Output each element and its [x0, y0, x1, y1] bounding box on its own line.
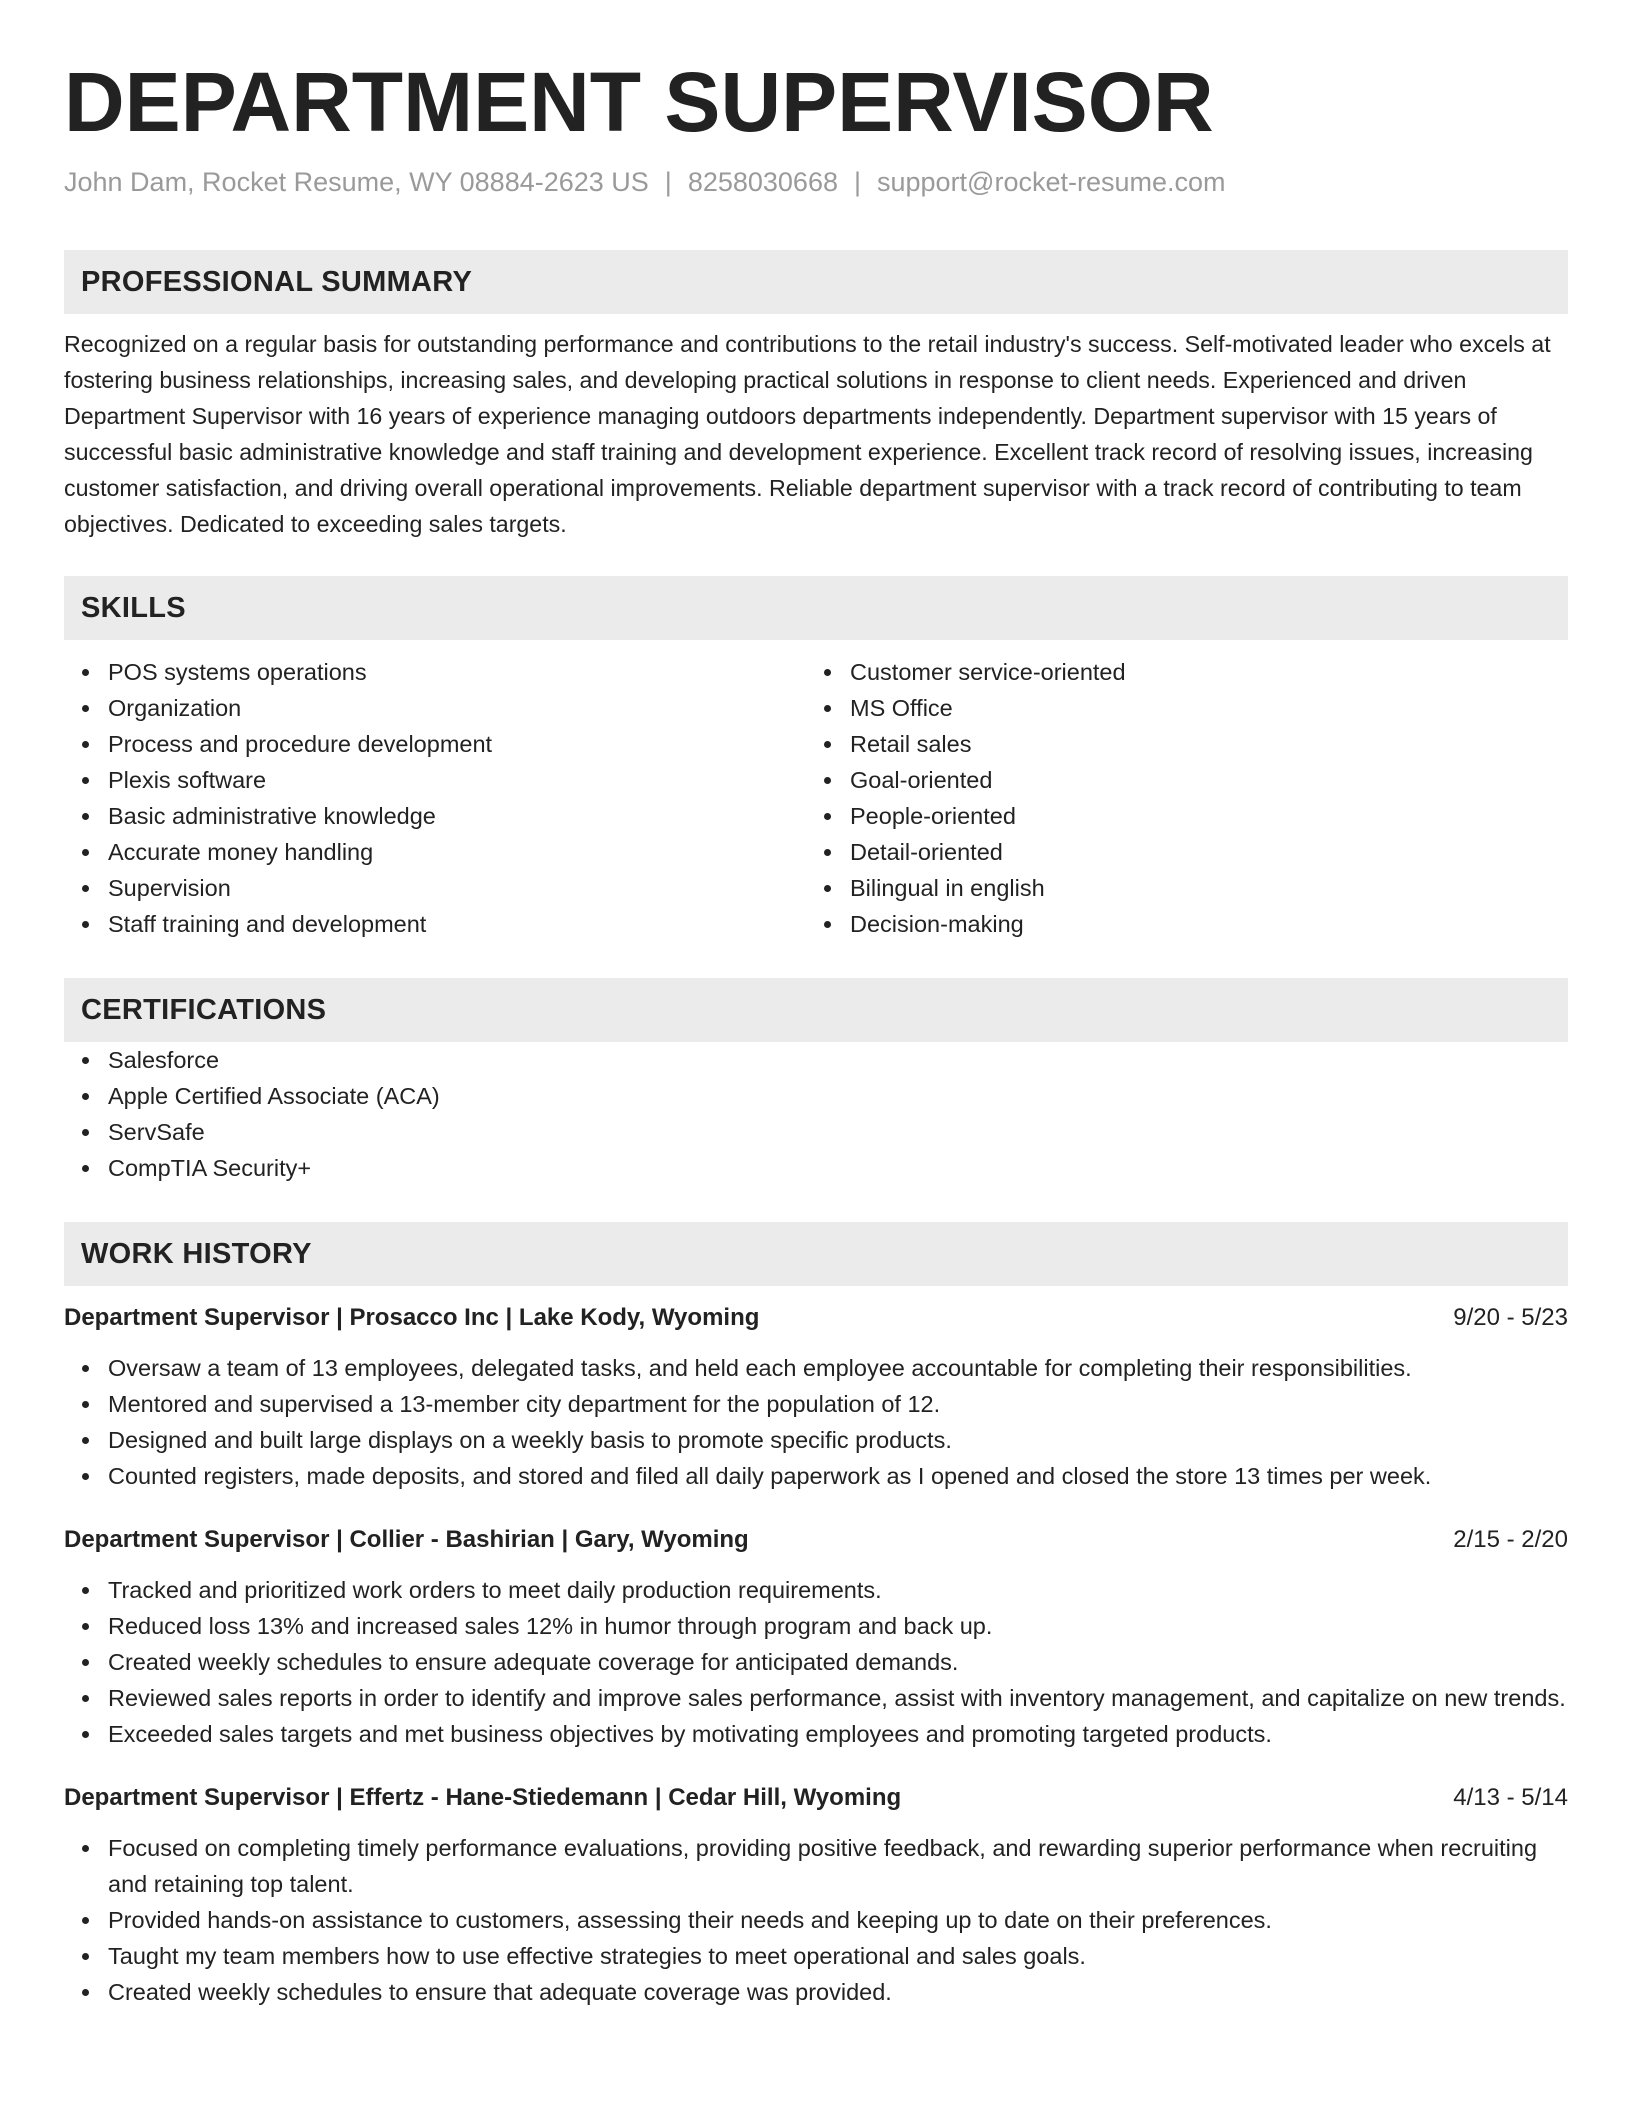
job-bullets [64, 1350, 1568, 1494]
skill-item: Decision-making [806, 906, 1548, 942]
job-bullet: Exceeded sales targets and met business objectives by motivating employees and promoting targeted products. [64, 1716, 1568, 1752]
job-bullet: Reduced loss 13% and increased sales 12% in humor through program and back up. [64, 1608, 1568, 1644]
skills-grid [64, 654, 1568, 942]
skills-column-left [64, 654, 806, 942]
job-header [64, 1522, 1568, 1558]
skill-item: Accurate money handling [64, 834, 806, 870]
contact-phone: 8258030668 [687, 167, 838, 197]
contact-email: support@rocket-resume.com [877, 167, 1226, 197]
skill-item: Bilingual in english [806, 870, 1548, 906]
skill-item: People-oriented [806, 798, 1548, 834]
job-bullet: Tracked and prioritized work orders to meet daily production requirements. [64, 1572, 1568, 1608]
skill-item: Supervision [64, 870, 806, 906]
job-bullets [64, 1572, 1568, 1752]
certifications-list [64, 1042, 1568, 1186]
skill-item: MS Office [806, 690, 1548, 726]
job-header [64, 1780, 1568, 1816]
skill-item: Customer service-oriented [806, 654, 1548, 690]
skill-item: Basic administrative knowledge [64, 798, 806, 834]
job-title: Department Supervisor | Prosacco Inc | Lake Kody, Wyoming [64, 1304, 760, 1331]
job-bullet: Oversaw a team of 13 employees, delegated tasks, and held each employee accountable for completing their responsibilities. [64, 1350, 1568, 1386]
section-header-work-history: WORK HISTORY [64, 1222, 1568, 1286]
skill-item: Process and procedure development [64, 726, 806, 762]
job-bullet: Created weekly schedules to ensure that adequate coverage was provided. [64, 1974, 1568, 2010]
job-header [64, 1300, 1568, 1336]
job-title: Department Supervisor | Collier - Bashirian | Gary, Wyoming [64, 1526, 749, 1553]
job-bullets [64, 1830, 1568, 2010]
certification-item: Apple Certified Associate (ACA) [64, 1078, 1568, 1114]
contact-separator: | [853, 167, 861, 197]
skill-item: Retail sales [806, 726, 1548, 762]
job-bullet: Focused on completing timely performance evaluations, providing positive feedback, and rewarding superior performance when recruiting and retaining top talent. [64, 1830, 1568, 1902]
certification-item: CompTIA Security+ [64, 1150, 1568, 1186]
job-bullet: Provided hands-on assistance to customers, assessing their needs and keeping up to date on their preferences. [64, 1902, 1568, 1938]
job-entry [64, 1780, 1568, 2010]
contact-address: John Dam, Rocket Resume, WY 08884-2623 US [64, 167, 649, 197]
job-dates: 4/13 - 5/14 [1453, 1784, 1568, 1811]
summary-text: Recognized on a regular basis for outstanding performance and contributions to the retail industry's success. Self-motivated leader who excels at fostering business relationships, increasing sales, and developing practical solutions in response to client needs. Experienced and driven Department Supervisor with 16 years of experience managing outdoors departments independently. Department supervisor with 15 years of successful basic administrative knowledge and staff training and development experience. Excellent track record of resolving issues, increasing customer satisfaction, and driving overall operational improvements. Reliable department supervisor with a track record of contributing to team objectives. Dedicated to exceeding sales targets. [64, 331, 1551, 537]
job-dates: 9/20 - 5/23 [1453, 1304, 1568, 1331]
job-bullet: Reviewed sales reports in order to identify and improve sales performance, assist with inventory management, and capitalize on new trends. [64, 1680, 1568, 1716]
job-dates: 2/15 - 2/20 [1453, 1526, 1568, 1553]
section-header-certifications: CERTIFICATIONS [64, 978, 1568, 1042]
job-title: Department Supervisor | Effertz - Hane-Stiedemann | Cedar Hill, Wyoming [64, 1784, 902, 1811]
skill-item: Staff training and development [64, 906, 806, 942]
skill-item: Plexis software [64, 762, 806, 798]
resume-page [64, 52, 1568, 2010]
job-entry [64, 1300, 1568, 1494]
skill-item: POS systems operations [64, 654, 806, 690]
job-entry [64, 1522, 1568, 1752]
skill-item: Goal-oriented [806, 762, 1548, 798]
skill-item: Detail-oriented [806, 834, 1548, 870]
skills-column-right [806, 654, 1548, 942]
resume-title: DEPARTMENT SUPERVISOR [64, 55, 1214, 149]
job-bullet: Created weekly schedules to ensure adequate coverage for anticipated demands. [64, 1644, 1568, 1680]
section-header-summary: PROFESSIONAL SUMMARY [64, 250, 1568, 314]
job-bullet: Mentored and supervised a 13-member city department for the population of 12. [64, 1386, 1568, 1422]
job-bullet: Counted registers, made deposits, and stored and filed all daily paperwork as I opened and closed the store 13 times per week. [64, 1458, 1568, 1494]
contact-line [64, 164, 1568, 200]
skill-item: Organization [64, 690, 806, 726]
certification-item: Salesforce [64, 1042, 1568, 1078]
job-bullet: Designed and built large displays on a weekly basis to promote specific products. [64, 1422, 1568, 1458]
contact-separator: | [664, 167, 672, 197]
job-bullet: Taught my team members how to use effective strategies to meet operational and sales goals. [64, 1938, 1568, 1974]
certification-item: ServSafe [64, 1114, 1568, 1150]
section-header-skills: SKILLS [64, 576, 1568, 640]
